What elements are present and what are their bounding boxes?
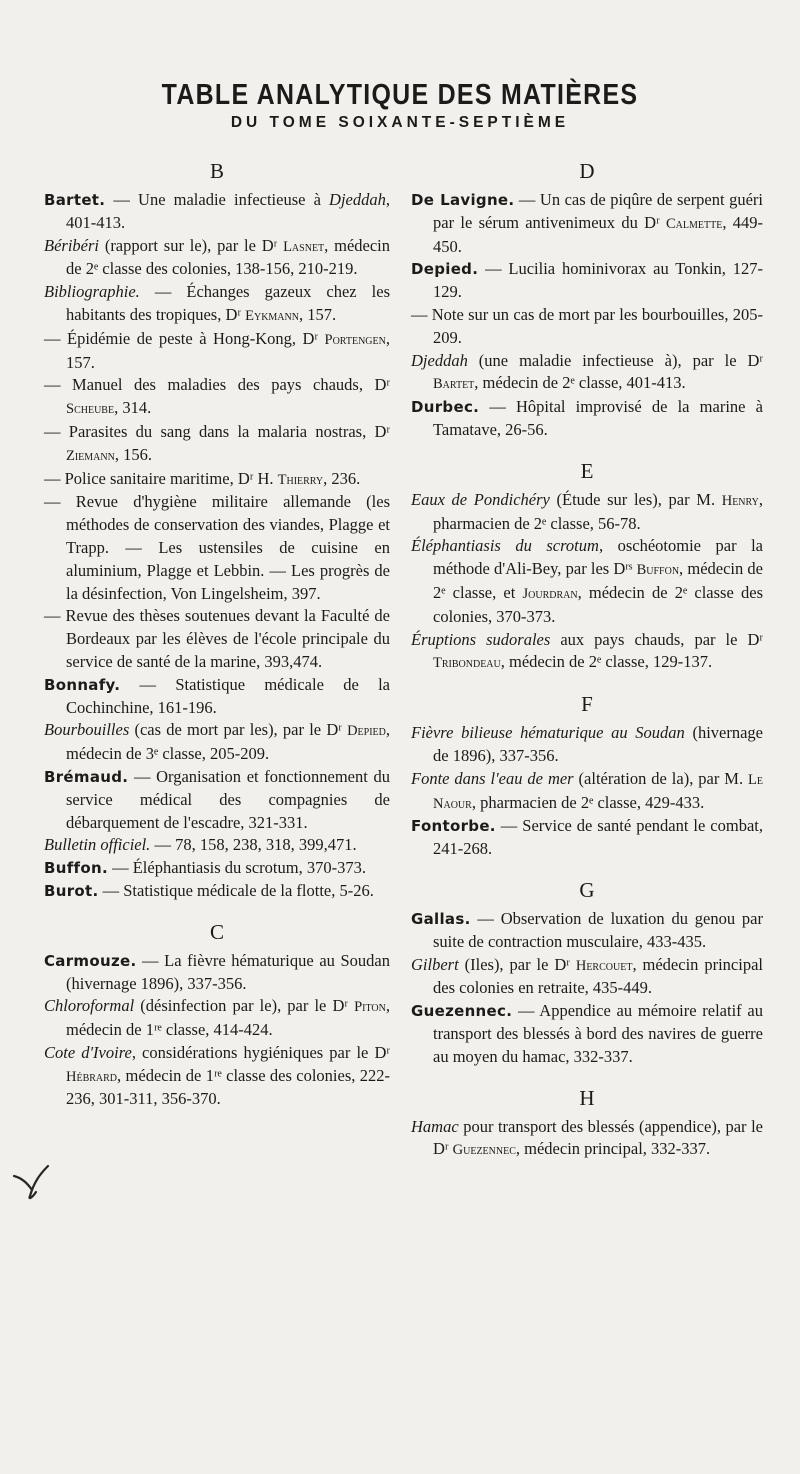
handwritten-check-mark [10, 1162, 54, 1202]
entry-italic: Djeddah [329, 190, 386, 209]
entry-durbec [411, 396, 763, 442]
entry-text: , 401-413. [66, 190, 390, 232]
entry-text: — 78, 158, 238, 318, 399,471. [150, 835, 357, 855]
entry-burot [44, 880, 390, 903]
entry-text: , pharmacien de 2ᵉ classe, 56-78. [433, 489, 763, 533]
entry-author: Hébrard [66, 1068, 118, 1085]
entry-keyword: Depied. [411, 260, 479, 279]
entry-author: Eykmann [245, 307, 299, 324]
entry-text: , médecin de 1ʳᵉ classe, 414-424. [66, 996, 390, 1040]
entry-note: — Note sur un cas de mort par les bourbouilles, 205-209. [411, 304, 763, 347]
entry-text: — Appendice au mémoire relatif au transport des blessés à bord des navires de guerre au moyen du hamac, 332-337. [433, 1001, 763, 1066]
entry-djeddah [411, 350, 763, 397]
section-letter-b: B [209, 159, 224, 183]
entry-bulletin [44, 834, 390, 857]
entry-bibliographie [44, 281, 390, 328]
entry-buffon [44, 857, 390, 880]
entry-text: (rapport sur le), par le Dʳ [99, 235, 284, 255]
entry-italic: Éléphantiasis du scrotum [411, 536, 599, 556]
entry-author: Hercouet [575, 957, 633, 974]
entry-text: — Parasites du sang dans la malaria nostras, Dʳ [44, 421, 390, 441]
entry-bonnafy [44, 674, 390, 720]
entry-de-lavigne [411, 189, 763, 258]
page-title: TABLE ANALYTIQUE DES MATIÈRES [161, 79, 639, 111]
entry-text: — Lucilia hominivorax au Tonkin, 127-129. [433, 259, 763, 302]
entry-depied [411, 258, 763, 304]
entry-cote-ivoire [44, 1042, 390, 1111]
entry-text: — Statistique médicale de la Cochinchine, 161-196. [66, 674, 390, 717]
entry-keyword: Burot. [44, 881, 99, 900]
entry-text: , 156. [114, 444, 152, 464]
entry-fievre [411, 722, 763, 768]
entry-text: — Hôpital improvisé de la marine à Tamatave, 26-56. [433, 397, 763, 439]
entry-text: aux pays chauds, par le Dʳ [550, 629, 763, 649]
entry-text: , 314. [114, 398, 152, 418]
entry-text: — Éléphantiasis du scrotum, 370-373. [107, 858, 366, 878]
entry-keyword: Buffon. [44, 859, 108, 878]
entry-keyword: Guezennec. [411, 1002, 513, 1021]
entry-text: pour transport des blessés (appendice), par le Dʳ [433, 1116, 763, 1159]
entry-text: — Une maladie infectieuse à [105, 190, 330, 209]
entry-author: Scheube [66, 401, 115, 418]
entry-keyword: Fontorbe. [411, 817, 496, 836]
entry-parasites [44, 421, 390, 468]
entry-text: , médecin principal, 332-337. [515, 1139, 711, 1159]
page-subtitle: DU TOME SOIXANTE-SEPTIÈME [230, 114, 570, 131]
entry-text: — Épidémie de peste à Hong-Kong, Dʳ [44, 328, 325, 348]
entry-text: (cas de mort par les), par le Dʳ [129, 720, 348, 740]
entry-gilbert [411, 954, 763, 1001]
entry-text: , 449-450. [433, 212, 763, 256]
entry-italic: Fièvre bilieuse hématurique au Soudan [411, 723, 685, 743]
entry-italic: Djeddah [411, 350, 468, 370]
entry-text: , médecin de 2ᵉ classe des colonies, 370-373. [433, 582, 763, 626]
entry-text: , médecin de 2ᵉ classe, et [433, 559, 764, 602]
entry-eaux [411, 489, 763, 536]
entry-text: , 157. [298, 304, 337, 324]
entry-epidemie [44, 328, 390, 375]
entry-text: — Échanges gazeux chez les habitants des tropiques, Dʳ [66, 282, 390, 324]
entry-keyword: De Lavigne. [411, 191, 515, 209]
section-letter-f: F [581, 692, 593, 717]
entry-text: , oschéotomie par la méthode d'Ali-Bey, par les Dʳˢ [433, 536, 763, 579]
entry-keyword: Bartet. [44, 191, 106, 209]
entry-text: — Service de santé pendant le combat, 241-268. [433, 816, 763, 859]
entry-chloroformal [44, 995, 390, 1042]
entry-text: , médecin principal des colonies en retraite, 435-449. [433, 954, 763, 998]
entry-text: — La fièvre hématurique au Soudan (hivernage 1896), 337-356. [66, 950, 390, 993]
entry-text: , 236. [323, 468, 361, 488]
left-column [44, 158, 390, 1111]
entry-author: Buffon [636, 562, 680, 579]
entry-text: — Organisation et fonctionnement du service médical des compagnies de débarquement de l'escadre, 321-331. [66, 766, 390, 832]
entry-author: Thierry [277, 471, 324, 488]
entry-fonte [411, 768, 763, 816]
entry-keyword: Bonnafy. [44, 675, 121, 694]
entry-text: , pharmacien de 2ᵉ classe, 429-433. [471, 792, 705, 812]
entry-fontorbe [411, 815, 763, 861]
entry-police [44, 468, 390, 492]
entry-author: Depied [347, 723, 386, 740]
entry-italic: Fonte dans l'eau de mer [411, 768, 574, 788]
entry-text: — Statistique médicale de la flotte, 5-26. [98, 880, 374, 900]
entry-gallas [411, 908, 763, 954]
entry-text: , médecin de 2ᵉ classe des colonies, 138-156, 210-219. [66, 235, 391, 279]
entry-author: Calmette [665, 215, 723, 232]
entry-italic: Cote d'Ivoire [44, 1042, 132, 1062]
entry-italic: Béribéri [44, 235, 99, 255]
entry-italic: Éruptions sudorales [411, 629, 551, 649]
entry-keyword: Carmouze. [44, 951, 137, 970]
entry-author: Ziemann [66, 447, 115, 464]
section-letter-c: C [209, 919, 224, 944]
entry-italic: Gilbert [411, 954, 459, 974]
entry-guezennec [411, 1000, 763, 1068]
section-letter-e: E [580, 458, 594, 483]
entry-keyword: Brémaud. [44, 767, 129, 786]
entry-bourbouilles [44, 719, 390, 766]
section-letter-d: D [579, 159, 595, 183]
entry-keyword: Gallas. [411, 909, 471, 928]
entry-text: , 157. [66, 328, 390, 372]
entry-author: Jourdran [522, 585, 578, 602]
entry-text: (une maladie infectieuse à), par le Dʳ [467, 350, 763, 370]
entry-text: , médecin de 3ᵉ classe, 205-209. [66, 720, 390, 764]
entry-italic: Bulletin officiel. [44, 835, 151, 855]
section-letter-h: H [579, 1085, 595, 1110]
entry-author: Lasnet [283, 238, 325, 255]
entry-author: Piton [354, 999, 386, 1016]
entry-text: — Un cas de piqûre de serpent guéri par le sérum antivenimeux du Dʳ [433, 190, 763, 232]
entry-keyword: Durbec. [411, 398, 480, 417]
entry-revue-theses: — Revue des thèses soutenues devant la Faculté de Bordeaux par les élèves de l'école principale du service de santé de la marine, 393,474. [44, 606, 390, 671]
entry-text: (hivernage de 1896), 337-356. [433, 723, 763, 765]
entry-author: Guezennec [452, 1142, 516, 1159]
entry-author: Henry [721, 492, 759, 509]
entry-eruptions [411, 629, 763, 676]
right-column [411, 158, 763, 1162]
entry-text: (Iles), par le Dʳ [458, 954, 576, 974]
entry-italic: Hamac [411, 1116, 459, 1136]
entry-text: , médecin de 2ᵉ classe, 129-137. [500, 652, 713, 672]
entry-carmouze [44, 950, 390, 996]
entry-elephantiasis [411, 535, 763, 628]
entry-author: Portengen [324, 331, 386, 348]
entry-text: , médecin de 1ʳᵉ classe des colonies, 222-236, 301-311, 356-370. [66, 1065, 390, 1109]
entry-text: (désinfection par le), par le Dʳ [134, 996, 355, 1016]
entry-text: , considérations hygiéniques par le Dʳ [131, 1042, 390, 1062]
entry-italic: Bibliographie. [44, 282, 140, 302]
entry-text: — Manuel des maladies des pays chauds, Dʳ [44, 375, 390, 395]
entry-hamac [411, 1116, 763, 1163]
entry-author: Le Naour [433, 771, 764, 812]
entry-beriberi [44, 235, 390, 282]
entry-text: — Observation de luxation du genou par suite de contraction musculaire, 433-435. [433, 908, 763, 951]
page-header [0, 78, 800, 132]
entry-bremaud [44, 766, 390, 834]
section-letter-g: G [579, 877, 595, 902]
entry-text: , médecin de 2ᵉ classe, 401-413. [474, 373, 686, 393]
entry-text: (altération de la), par M. [573, 768, 749, 788]
entry-author: Tribondeau [433, 655, 501, 672]
entry-italic: Chloroformal [44, 996, 135, 1016]
entry-text: (Étude sur les), par M. [549, 489, 722, 509]
entry-bartet [44, 189, 390, 235]
entry-italic: Bourbouilles [44, 720, 130, 740]
entry-manuel [44, 374, 390, 421]
entry-text: — Police sanitaire maritime, Dʳ H. [44, 468, 278, 488]
entry-italic: Eaux de Pondichéry [411, 489, 550, 509]
entry-author: Bartet [433, 376, 475, 393]
entry-revue-hygiene: — Revue d'hygiène militaire allemande (les méthodes de conservation des viandes, Plagge et Trapp. — Les ustensiles de cuisine en aluminium, Plagge et Lebbin. — Les progrès de la désinfection, Von Lingelsheim, 397. [44, 492, 390, 603]
